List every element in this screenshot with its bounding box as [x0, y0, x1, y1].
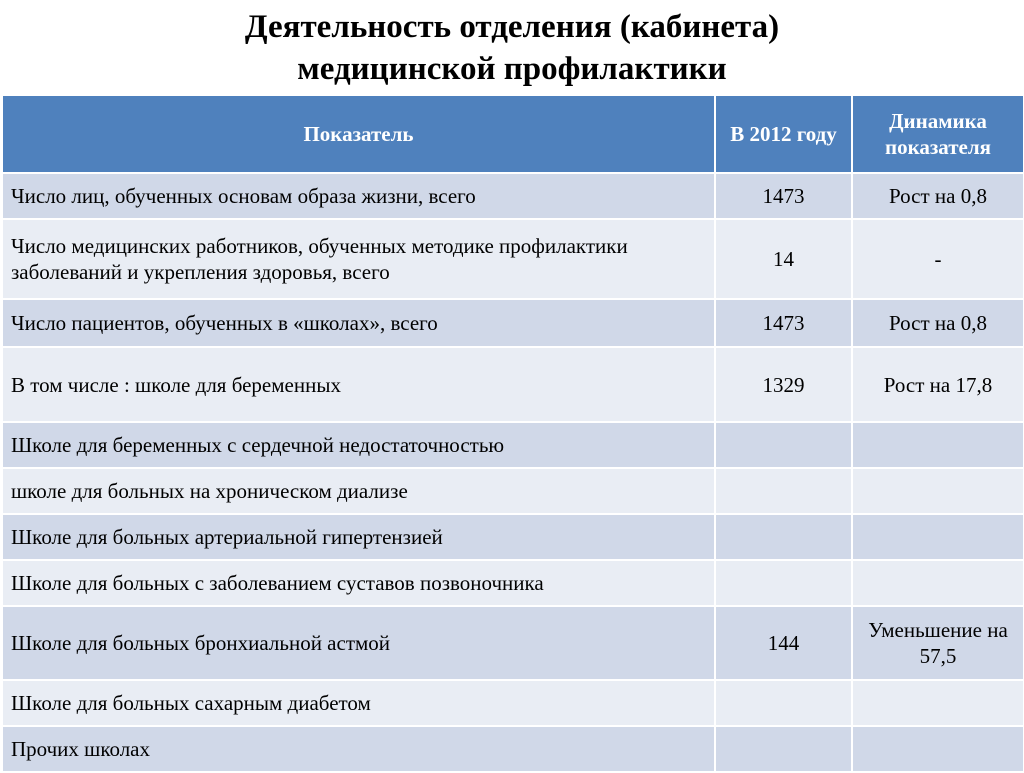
row-value: 14 — [715, 219, 852, 299]
row-indicator: Прочих школах — [2, 726, 715, 772]
row-indicator: Школе для больных бронхиальной астмой — [2, 606, 715, 680]
table-header-row — [2, 95, 1024, 173]
row-dynamics: Рост на 0,8 — [852, 173, 1024, 219]
row-dynamics: - — [852, 219, 1024, 299]
table-row — [2, 173, 1024, 219]
row-value: 1473 — [715, 173, 852, 219]
table-row — [2, 422, 1024, 468]
row-dynamics — [852, 468, 1024, 514]
table-row — [2, 680, 1024, 726]
page-title — [0, 6, 1024, 90]
row-value — [715, 468, 852, 514]
row-indicator: Школе для больных с заболеванием суставов позвоночника — [2, 560, 715, 606]
table-row — [2, 347, 1024, 422]
table-row — [2, 299, 1024, 347]
row-indicator: Число медицинских работников, обученных методике профилактики заболеваний и укрепления здоровья, всего — [2, 219, 715, 299]
row-value — [715, 680, 852, 726]
header-indicator: Показатель — [2, 95, 715, 173]
page-title-line-2: медицинской профилактики — [297, 51, 727, 87]
row-indicator: Число лиц, обученных основам образа жизни, всего — [2, 173, 715, 219]
row-indicator: В том числе : школе для беременных — [2, 347, 715, 422]
row-dynamics — [852, 514, 1024, 560]
row-value: 144 — [715, 606, 852, 680]
table-row — [2, 468, 1024, 514]
page-title-line-1: Деятельность отделения (кабинета) — [244, 9, 780, 45]
row-value — [715, 726, 852, 772]
row-dynamics: Уменьшение на 57,5 — [852, 606, 1024, 680]
row-value — [715, 514, 852, 560]
row-dynamics — [852, 422, 1024, 468]
row-indicator: Школе для больных сахарным диабетом — [2, 680, 715, 726]
row-value — [715, 422, 852, 468]
table-row — [2, 219, 1024, 299]
table-row — [2, 726, 1024, 772]
indicators-table — [1, 94, 1024, 773]
row-dynamics — [852, 726, 1024, 772]
row-dynamics: Рост на 17,8 — [852, 347, 1024, 422]
row-value — [715, 560, 852, 606]
row-dynamics: Рост на 0,8 — [852, 299, 1024, 347]
row-indicator: школе для больных на хроническом диализе — [2, 468, 715, 514]
header-year: В 2012 году — [715, 95, 852, 173]
row-indicator: Школе для беременных с сердечной недостаточностью — [2, 422, 715, 468]
row-dynamics — [852, 680, 1024, 726]
header-dynamics: Динамика показателя — [852, 95, 1024, 173]
row-dynamics — [852, 560, 1024, 606]
row-value: 1473 — [715, 299, 852, 347]
table-row — [2, 560, 1024, 606]
row-indicator: Число пациентов, обученных в «школах», всего — [2, 299, 715, 347]
table-row — [2, 606, 1024, 680]
row-value: 1329 — [715, 347, 852, 422]
table-row — [2, 514, 1024, 560]
row-indicator: Школе для больных артериальной гипертензией — [2, 514, 715, 560]
